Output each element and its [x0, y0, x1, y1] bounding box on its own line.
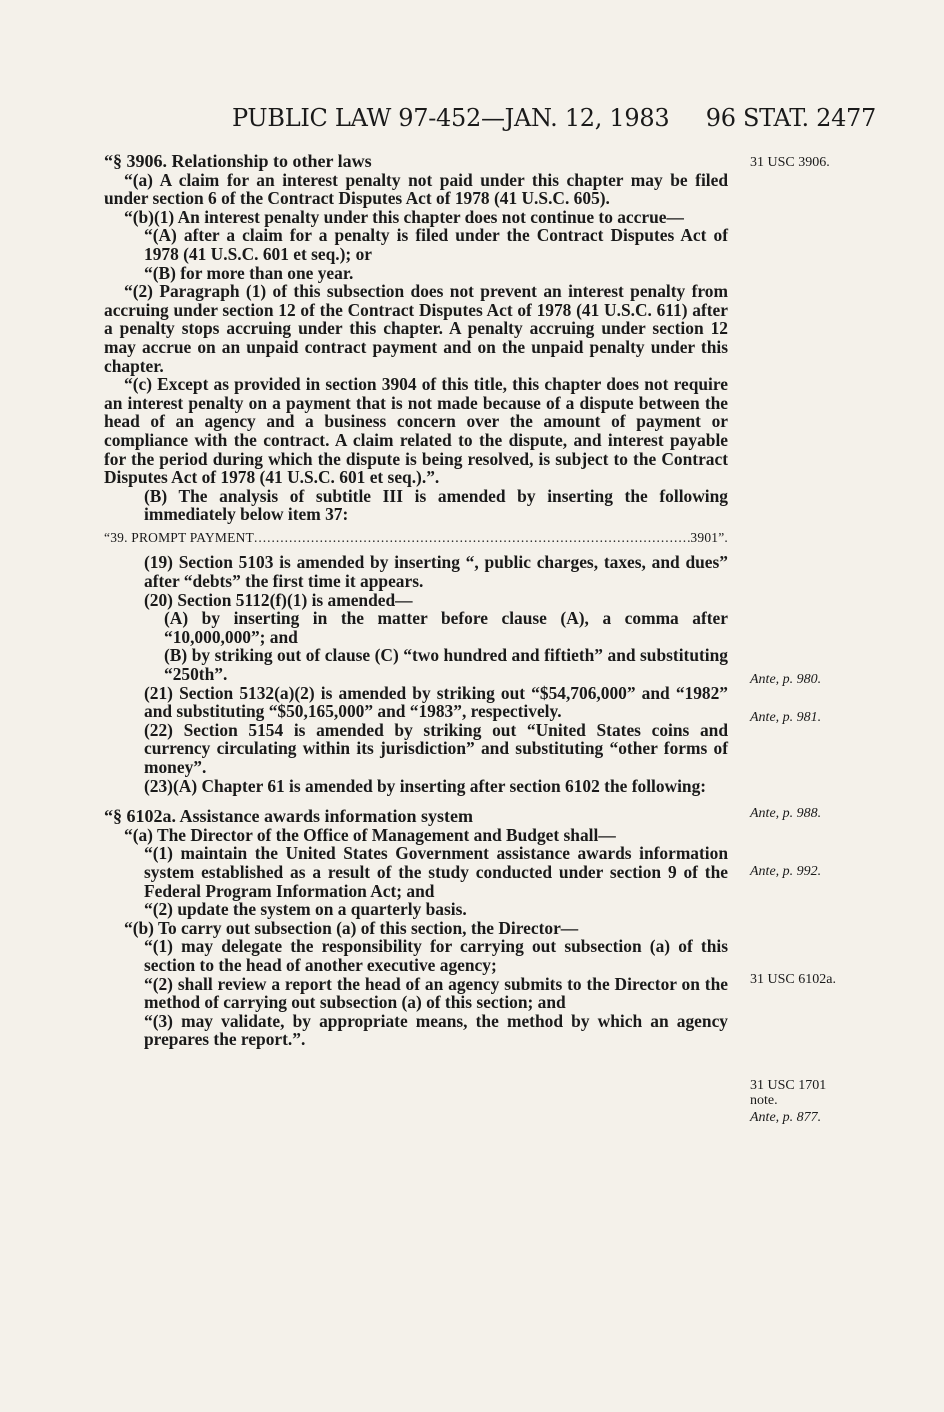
toc-leader: [254, 529, 690, 548]
section-6102a-b3: “(3) may validate, by appropriate means, the method by which an agency prepares the report.”.: [144, 1010, 728, 1050]
margin-note-3906: 31 USC 3906.: [750, 155, 830, 170]
margin-note-1701: 31 USC 1701 note.: [750, 1078, 827, 1108]
section-3906-heading: “§ 3906. Relationship to other laws: [104, 151, 372, 171]
section-3906-b1-A: “(A) after a claim for a penalty is filed under the Contract Disputes Act of 1978 (41 U.S.C. 601 et seq.); or: [144, 225, 728, 264]
section-6102a-b1: “(1) may delegate the responsibility for carrying out subsection (a) of this section to the head of another executive agency;: [144, 936, 728, 975]
paragraph-20: (20) Section 5112(f)(1) is amended—: [144, 589, 413, 610]
margin-note-ante-992-text: Ante, p. 992.: [750, 864, 822, 879]
document-body: [104, 150, 728, 1049]
margin-note-ante-877: [750, 1110, 870, 1125]
margin-note-ante-981-text: Ante, p. 981.: [750, 710, 822, 725]
margin-note-ante-980-text: Ante, p. 980.: [750, 672, 822, 687]
section-6102a-b2: “(2) shall review a report the head of an agency submits to the Director on the method of carrying out subsection (a) of this section; and: [144, 973, 728, 1013]
section-3906-b2: “(2) Paragraph (1) of this subsection does not prevent an interest penalty from accruing under section 12 of the Contract Disputes Act of 1978 (41 U.S.C. 611) after a penalty stops accruing under this chapter. A penalty accruing under section 12 may accrue on an unpaid contract payment and on the unpaid penalty under this chapter.: [104, 281, 728, 376]
paragraph-20-A: (A) by inserting in the matter before clause (A), a comma after “10,000,000”; and: [164, 608, 728, 647]
margin-note-6102a: 31 USC 6102a.: [750, 972, 836, 987]
toc-label: “39. PROMPT PAYMENT: [104, 529, 254, 545]
section-3906-a: “(a) A claim for an interest penalty not paid under this chapter may be filed under section 6 of the Contract Disputes Act of 1978 (41 U.S.C. 605).: [104, 169, 728, 209]
paragraph-23A: (23)(A) Chapter 61 is amended by inserting after section 6102 the following:: [144, 775, 707, 796]
toc-number: 3901”.: [690, 529, 728, 545]
margin-note-ante-877-text: Ante, p. 877.: [750, 1110, 822, 1125]
section-6102a-heading: “§ 6102a. Assistance awards information system: [104, 806, 473, 827]
section-3906-b1: “(b)(1) An interest penalty under this chapter does not continue to accrue—: [124, 206, 684, 227]
section-3906-b1-B: “(B) for more than one year.: [144, 262, 354, 283]
header-title: PUBLIC LAW 97-452—JAN. 12, 1983: [232, 104, 670, 132]
section-6102a-a: “(a) The Director of the Office of Management and Budget shall—: [124, 824, 616, 845]
section-6102a-b: “(b) To carry out subsection (a) of this section, the Director—: [124, 917, 579, 938]
paragraph-B-analysis: (B) The analysis of subtitle III is amended by inserting the following immediately below item 37:: [144, 485, 728, 525]
margin-note-ante-981: [750, 710, 870, 725]
section-6102a-a1: “(1) maintain the United States Government assistance awards information system established as a result of the study conducted under section 9 of the Federal Program Information Act; and: [144, 843, 728, 901]
margin-note-ante-992: [750, 864, 870, 879]
paragraph-20-B: (B) by striking out of clause (C) “two hundred and fiftieth” and substituting “250th”.: [164, 645, 728, 685]
paragraph-22: (22) Section 5154 is amended by striking out “United States coins and currency circulating within its jurisdiction” and substituting “other forms of money”.: [144, 719, 728, 777]
section-3906-c: “(c) Except as provided in section 3904 of this title, this chapter does not require an interest penalty on a payment that is not made because of a dispute between the head of an agency and a business concern over the amount of payment or compliance with the contract. A claim related to the dispute, and interest payable for the period during which the dispute is being resolved, is subject to the Contract Disputes Act of 1978 (41 U.S.C. 601 et seq.).”.: [104, 374, 728, 488]
paragraph-19: (19) Section 5103 is amended by inserting “, public charges, taxes, and dues” after “debts” the first time it appears.: [144, 552, 728, 592]
margin-note-ante-988: [750, 806, 870, 821]
header-statute: 96 STAT. 2477: [705, 104, 876, 132]
page-header: [0, 104, 944, 138]
toc-entry: [104, 529, 728, 548]
section-6102a-a2: “(2) update the system on a quarterly basis.: [144, 899, 467, 920]
margin-note-ante-988-text: Ante, p. 988.: [750, 806, 822, 821]
margin-note-ante-980: [750, 672, 870, 687]
paragraph-21: (21) Section 5132(a)(2) is amended by striking out “$54,706,000” and “1982” and substituting “$50,165,000” and “1983”, respectively.: [144, 682, 728, 722]
